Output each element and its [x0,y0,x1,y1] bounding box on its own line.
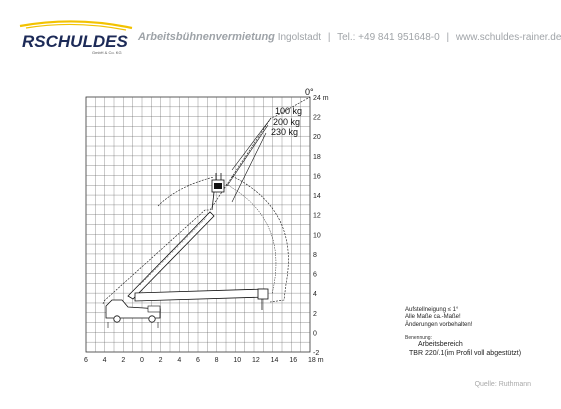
angle-label: 0° [305,87,314,97]
y-tick-label: 22 [313,114,321,122]
y-tick-label: 16 [313,173,321,181]
brand-title: Arbeitsbühnenvermietung [138,31,275,43]
x-tick-label: 2 [121,357,126,364]
notes [405,307,472,329]
source-credit: Quelle: Ruthmann [474,381,531,388]
lower-boom [135,289,265,301]
phone: Tel.: +49 841 951648-0 [337,32,440,43]
envelope-inner [158,177,214,206]
x-tick-label: 6 [84,357,88,364]
y-tick-label: 2 [313,310,317,318]
load-line-200 [227,125,268,186]
x-tick-label: 2 [158,357,163,364]
y-tick-label: 6 [313,271,317,279]
load-label-230: 230 kg [271,127,299,137]
envelope-arc [232,176,288,302]
y-tick-label: 0 [313,330,317,338]
x-tick-label: 10 [233,357,242,364]
x-tick-label: 6 [196,357,200,364]
x-tick-label: 4 [177,357,182,364]
y-tick-label: 8 [313,251,317,259]
load-label-100: 100 kg [275,106,303,116]
y-tick-label: 14 [313,193,321,201]
x-tick-label: 16 [289,357,298,364]
website-link[interactable]: www.schuldes-rainer.de [455,32,561,43]
y-tick-label: 12 [313,212,321,220]
y-tick-label: 24 m [313,95,329,102]
caption-title: Arbeitsbereich [418,341,463,348]
caption-model: TBR 220/.1(im Profil voll abgestützt) [409,350,522,357]
x-tick-label: 14 [270,357,279,364]
note-line: Änderungen vorbehalten! [405,321,473,328]
y-tick-label: -2 [313,350,320,357]
envelope-arc-inner [226,184,276,294]
load-label-200: 200 kg [273,117,301,127]
note-line: Alle Maße ca.-Maße! [405,314,461,321]
upper-boom [128,212,214,299]
note-line: Aufstellneigung ≤ 1° [405,307,459,313]
x-tick-label: 4 [102,357,107,364]
logo-wordmark: RSCHULDES [22,32,128,51]
logo-subtext: GmbH & Co. KG [92,50,122,55]
x-tick-label: 18 m [308,357,324,364]
y-tick-label: 4 [313,291,317,299]
x-tick-label: 0 [140,357,144,364]
x-tick-label: 12 [252,357,260,364]
y-tick-label: 10 [313,232,321,240]
benennung-label: Benennung: [405,335,432,341]
separator: | [327,32,331,43]
separator: | [446,32,450,43]
y-tick-label: 18 [313,153,321,161]
x-tick-label: 8 [214,357,219,364]
y-tick-label: 20 [313,134,321,142]
location: Ingolstadt [277,32,322,43]
load-line-230 [232,133,266,202]
